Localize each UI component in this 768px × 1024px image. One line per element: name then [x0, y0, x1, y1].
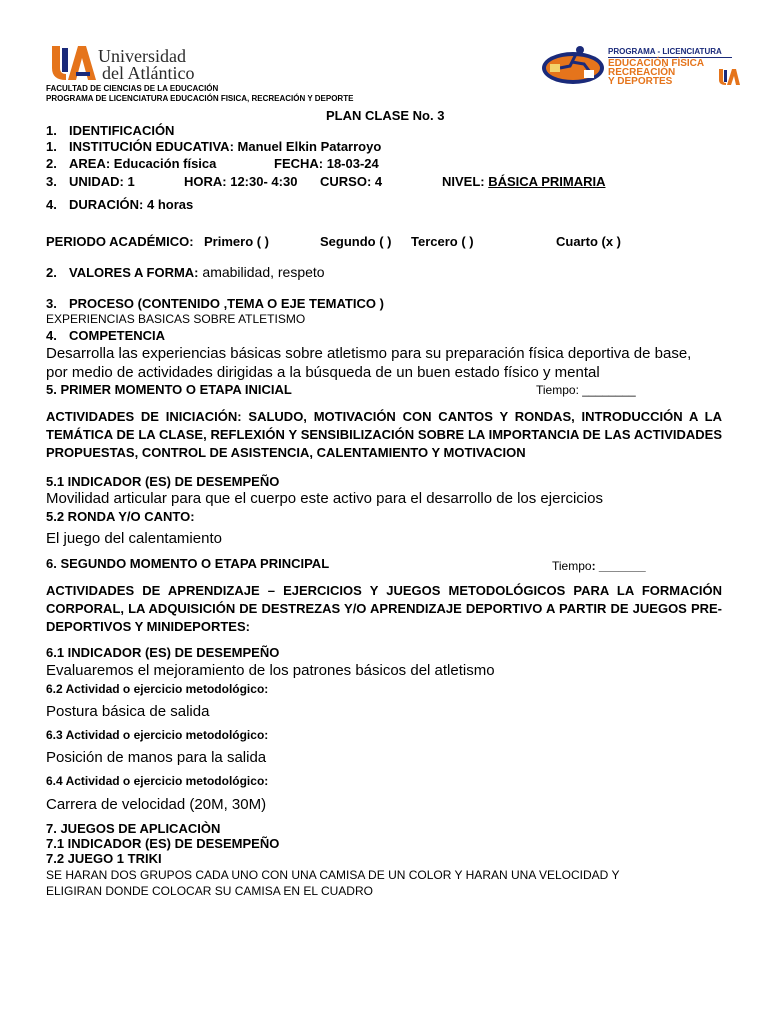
momento2-tiempo: [552, 557, 646, 575]
periodo-primero: Primero ( ): [204, 234, 270, 249]
competencia-line1: Desarrolla las experiencias básicas sobre atletismo para su preparación física deportiva de base,: [46, 345, 692, 362]
competencia-line2: por medio de actividades dirigidas a la búsqueda de un buen estado físico y mental: [46, 364, 600, 381]
duracion-num: 4.: [46, 197, 57, 212]
education-badge-icon: [540, 44, 606, 86]
unidad-field: UNIDAD: 1: [69, 174, 135, 189]
actividad-6-2-label: 6.2 Actividad o ejercicio metodológico:: [46, 682, 269, 696]
actividad-6-3-label: 6.3 Actividad o ejercicio metodológico:: [46, 728, 269, 742]
momento2-actividades: ACTIVIDADES DE APRENDIZAJE – EJERCICIOS Y JUEGOS METODOLÓGICOS PARA LA FORMACIÓN CORPORAL, LA ADQUISICIÓN DE DESTREZAS Y/O APRENDIZAJE DEPORTIVO A PARTIR DE JUEGOS PRE-DEPORTIVOS Y MINIDEPORTES:: [46, 583, 722, 634]
identificacion-heading: IDENTIFICACIÓN: [69, 123, 175, 138]
proceso-num: 3.: [46, 296, 57, 311]
momento2-tiempo-value: : _______: [591, 559, 646, 573]
curso-field: CURSO: 4: [320, 174, 383, 189]
institucion-field: INSTITUCIÓN EDUCATIVA: Manuel Elkin Patarroyo: [69, 139, 382, 154]
momento1-heading: 5. PRIMER MOMENTO O ETAPA INICIAL: [46, 382, 292, 397]
program-name: PROGRAMA DE LICENCIATURA EDUCACIÓN FISICA, RECREACIÓN Y DEPORTE: [46, 94, 354, 103]
valores-num: 2.: [46, 265, 57, 280]
momento1-indicador-label: 5.1 INDICADOR (ES) DE DESEMPEÑO: [46, 474, 280, 489]
momento2-tiempo-label: Tiempo: [552, 559, 592, 573]
program-title-line1: EDUCACIÓN FÍSICA: [608, 58, 705, 69]
periodo-segundo: Segundo ( ): [320, 234, 392, 249]
unidad-num: 3.: [46, 174, 57, 189]
momento1-tiempo: Tiempo: ________: [536, 383, 636, 397]
valores-value: amabilidad, respeto: [198, 264, 325, 280]
periodo-tercero: Tercero ( ): [411, 234, 474, 249]
area-field: AREA: Educación física: [69, 156, 217, 171]
identificacion-num: 1.: [46, 123, 57, 138]
momento1-ronda-label: 5.2 RONDA Y/O CANTO:: [46, 509, 195, 524]
periodo-cuarto: Cuarto (x ): [556, 234, 621, 249]
competencia-heading: COMPETENCIA: [69, 328, 166, 343]
juego1-label: 7.2 JUEGO 1 TRIKI: [46, 851, 162, 866]
university-name-line2: del Atlántico: [102, 63, 195, 83]
actividad-6-4-label: 6.4 Actividad o ejercicio metodológico:: [46, 774, 269, 788]
program-title-line3: Y DEPORTES: [608, 76, 673, 87]
ua-logo-icon: [46, 42, 96, 84]
program-title-line2: RECREACIÓN: [608, 67, 676, 78]
faculty-block: [46, 84, 353, 104]
faculty-name: FACULTAD DE CIENCIAS DE LA EDUCACIÓN: [46, 84, 219, 93]
momento1-indicador-value: Movilidad articular para que el cuerpo este activo para el desarrollo de los ejercicios: [46, 490, 603, 507]
universidad-logo: [46, 42, 216, 86]
momento2-indicador-value: Evaluaremos el mejoramiento de los patrones básicos del atletismo: [46, 662, 495, 679]
duracion-field: DURACIÓN: 4 horas: [69, 197, 194, 212]
nivel-field: [442, 174, 605, 189]
institucion-num: 1.: [46, 139, 57, 154]
university-name-line1: Universidad: [98, 46, 186, 66]
nivel-label: NIVEL:: [442, 174, 489, 189]
juego1-desc-line2: ELIGIRAN DONDE COLOCAR SU CAMISA EN EL CUADRO: [46, 884, 373, 898]
hora-field: HORA: 12:30- 4:30: [184, 174, 298, 189]
actividad-6-4-value: Carrera de velocidad (20M, 30M): [46, 796, 267, 813]
momento2-indicador-label: 6.1 INDICADOR (ES) DE DESEMPEÑO: [46, 645, 280, 660]
actividad-6-2-value: Postura básica de salida: [46, 703, 210, 720]
momento1-ronda-value: El juego del calentamiento: [46, 530, 222, 547]
area-num: 2.: [46, 156, 57, 171]
juegos-heading: 7. JUEGOS DE APLICACIÒN: [46, 821, 221, 836]
momento1-actividades: ACTIVIDADES DE INICIACIÓN: SALUDO, MOTIVACIÓN CON CANTOS Y RONDAS, INTRODUCCIÓN A LA TEMÁTICA DE LA CLASE, REFLEXIÓN Y SENSIBILIZACIÓN SOBRE LA IMPORTANCIA DE LAS ACTIVIDADES PROPUESTAS, CONTROL DE ASISTENCIA, CALENTAMIENTO Y MOTIVACION: [46, 409, 722, 460]
proceso-value: EXPERIENCIAS BASICAS SOBRE ATLETISMO: [46, 312, 306, 326]
page-title: PLAN CLASE No. 3: [326, 108, 445, 123]
fecha-field: FECHA: 18-03-24: [274, 156, 379, 171]
juegos-indicador-label: 7.1 INDICADOR (ES) DE DESEMPEÑO: [46, 836, 280, 851]
valores-row: [69, 264, 325, 282]
valores-label: VALORES A FORMA:: [69, 265, 199, 280]
momento2-heading: 6. SEGUNDO MOMENTO O ETAPA PRINCIPAL: [46, 556, 330, 571]
program-logo: [540, 44, 745, 88]
nivel-value: BÁSICA PRIMARIA: [488, 174, 606, 189]
ua-small-logo-icon: [718, 68, 740, 86]
periodo-label: PERIODO ACADÉMICO:: [46, 234, 194, 249]
juego1-desc-line1: SE HARAN DOS GRUPOS CADA UNO CON UNA CAMISA DE UN COLOR Y HARAN UNA VELOCIDAD Y: [46, 868, 620, 882]
actividad-6-3-value: Posición de manos para la salida: [46, 749, 267, 766]
proceso-heading: PROCESO (CONTENIDO ,TEMA O EJE TEMATICO ): [69, 296, 384, 311]
competencia-num: 4.: [46, 328, 57, 343]
program-label: PROGRAMA - LICENCIATURA: [608, 47, 722, 56]
